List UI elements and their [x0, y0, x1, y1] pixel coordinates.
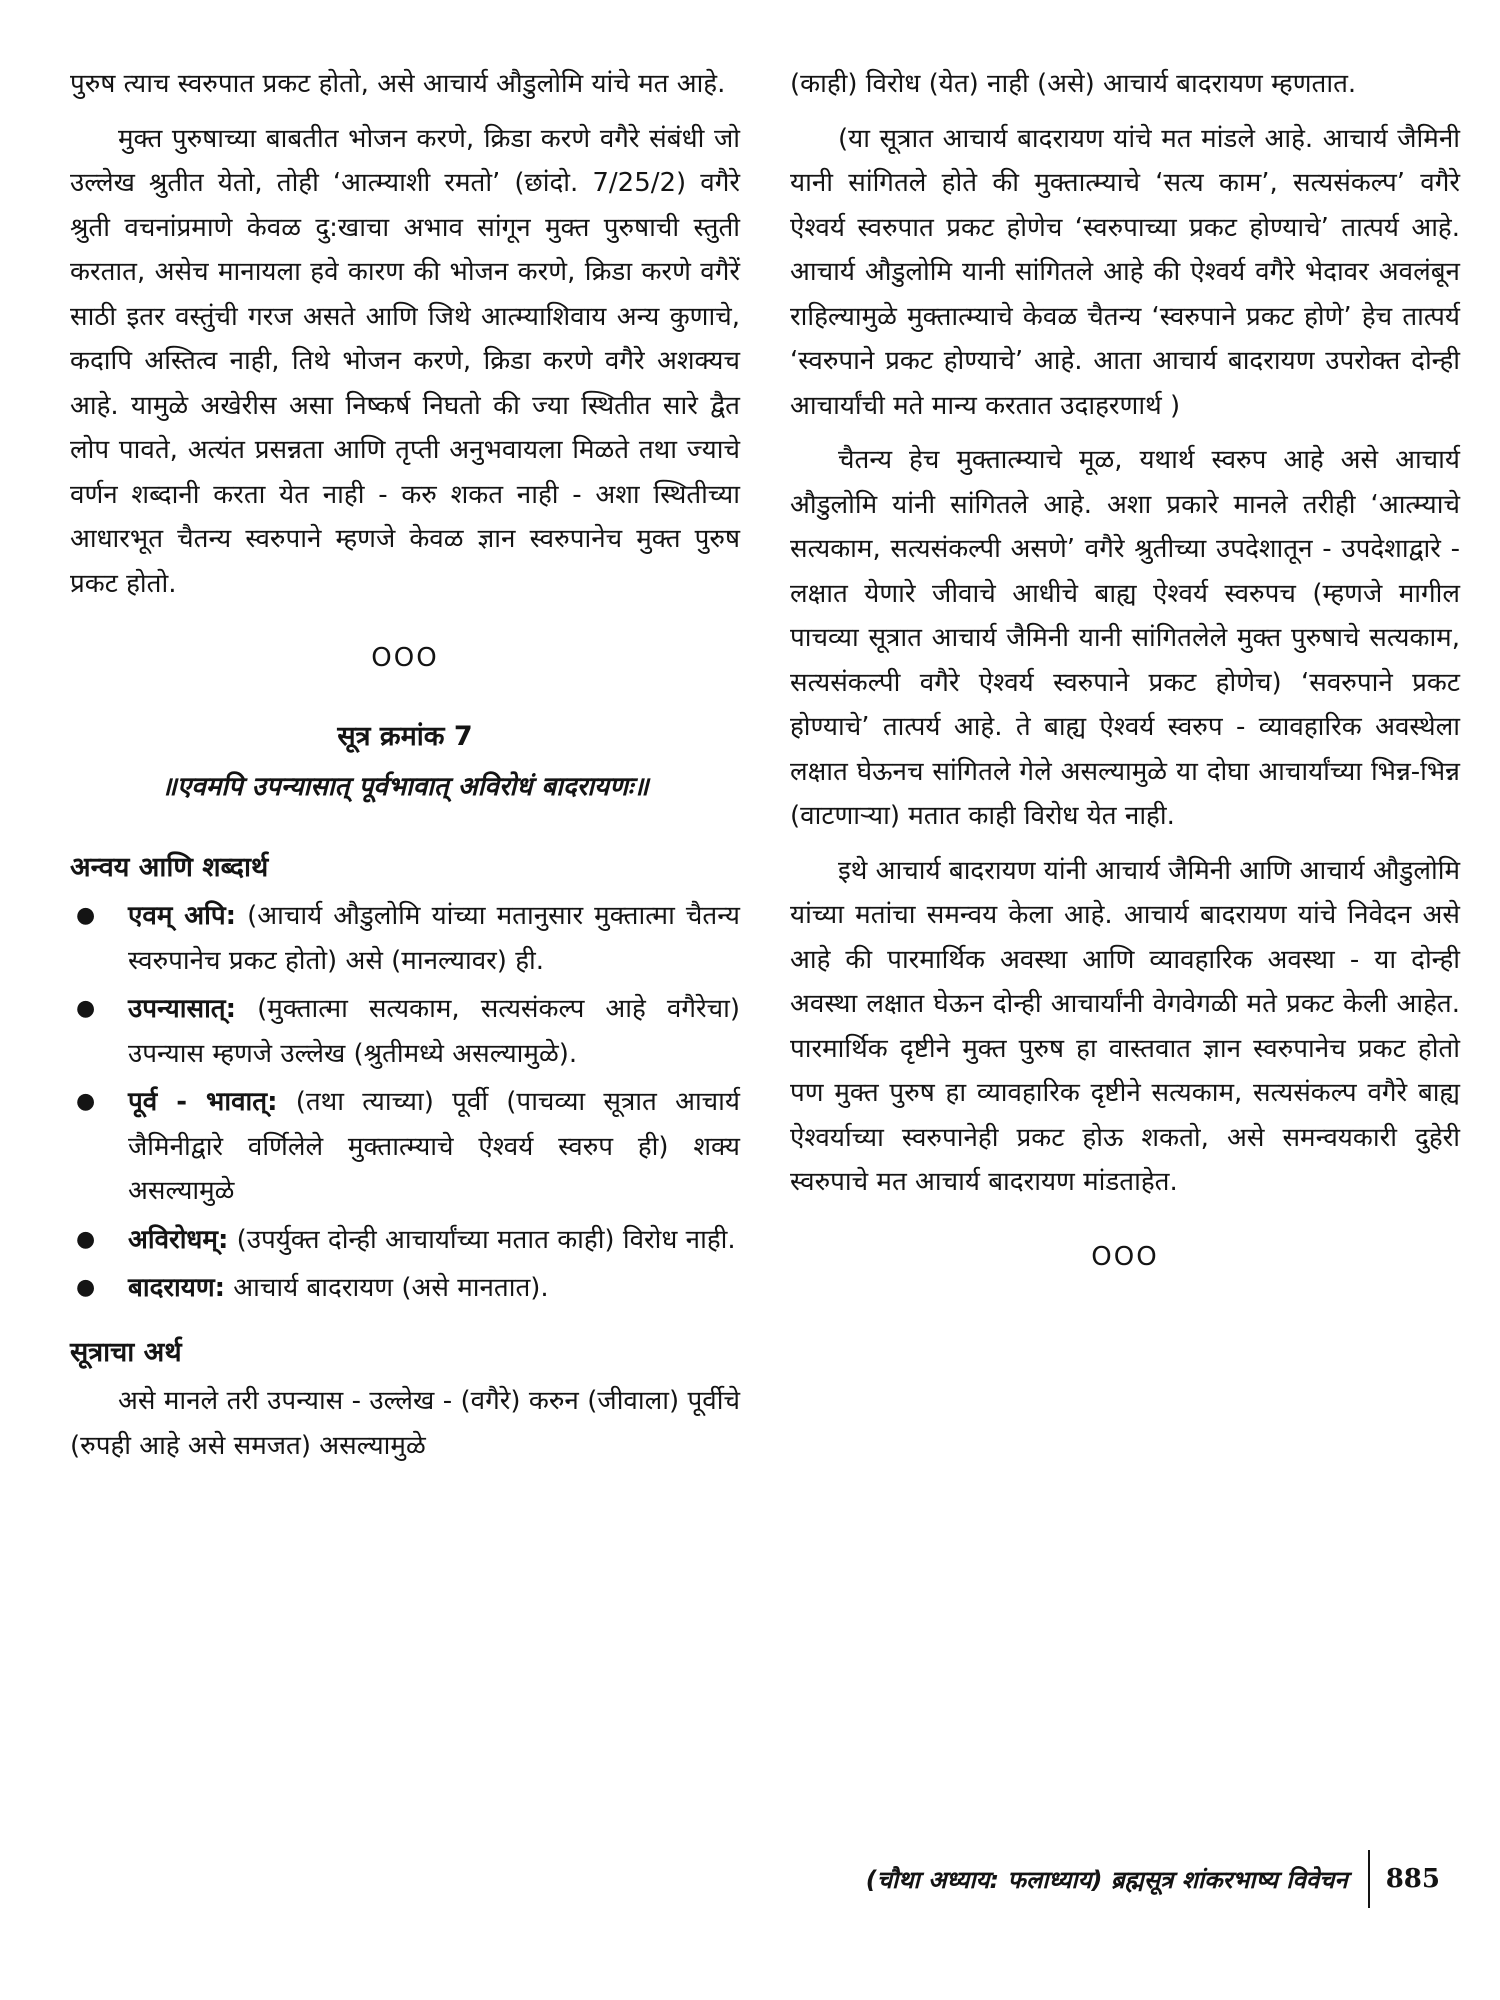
paragraph-meaning: असे मानले तरी उपन्यास - उल्लेख - (वगैरे) करुन (जीवाला) पूर्वीचे (रुपही आहे असे समजत) असल्यामुळे: [70, 1386, 740, 1461]
term-word: अविरोधम्:: [128, 1224, 229, 1255]
paragraph-samanvay: इथे आचार्य बादरायण यांनी आचार्य जैमिनी आणि आचार्य औडुलोमि यांच्या मतांचा समन्वय केला आहे. आचार्य बादरायण यांचे निवेदन असे आहे की पारमार्थिक अवस्था आणि व्यावहारिक अवस्था - या दोन्ही अवस्था लक्षात घेऊन दोन्ही आचार्यांनी वेगवेगळी मते प्रकट केली आहेत. पारमार्थिक दृष्टीने मुक्त पुरुष हा वास्तवात ज्ञान स्वरुपानेच प्रकट होतो पण मुक्त पुरुष हा व्यावहारिक दृष्टीने सत्यकाम, सत्यसंकल्प वगैरे बाह्य ऐश्वर्याच्या स्वरुपानेही प्रकट होऊ शकतो, असे समन्वयकारी दुहेरी स्वरुपाचे मत आचार्य बादरायण मांडताहेत.: [790, 855, 1460, 1197]
paragraph-continuation: (काही) विरोध (येत) नाही (असे) आचार्य बादरायण म्हणतात.: [790, 69, 1357, 99]
list-item: [70, 987, 740, 1076]
list-item: [70, 1266, 740, 1311]
sutra-heading: सूत्र क्रमांक 7: [337, 720, 473, 752]
paragraph-continuation: पुरुष त्याच स्वरुपात प्रकट होतो, असे आचार्य औडुलोमि यांचे मत आहे.: [70, 69, 726, 99]
paragraph-chaitanya: चैतन्य हेच मुक्तात्म्याचे मूळ, यथार्थ स्वरुप आहे असे आचार्य औडुलोमि यांनी सांगितले आहे. अशा प्रकारे मानले तरीही ‘आत्म्याचे सत्यकाम, सत्यसंकल्पी असणे’ वगैरे श्रुतीच्या उपदेशातून - उपदेशाद्वारे - लक्षात येणारे जीवाचे आधीचे बाह्य ऐश्वर्य स्वरुपच (म्हणजे मागील पाचव्या सूत्रात आचार्य जैमिनी यानी सांगितलेले मुक्त पुरुषाचे सत्यकाम, सत्यसंकल्पी वगैरे ऐश्वर्य स्वरुपाने प्रकट होणेच) ‘सवरुपाने प्रकट होण्याचे’ तात्पर्य आहे. ते बाह्य ऐश्वर्य स्वरुप - व्यावहारिक अवस्थेला लक्षात घेऊनच सांगितले गेले असल्यामुळे या दोघा आचार्यांच्या भिन्न-भिन्न (वाटणाऱ्या) मतात काही विरोध येत नाही.: [790, 445, 1460, 831]
meaning-heading: सूत्राचा अर्थ: [70, 1336, 182, 1368]
list-item: [70, 1080, 740, 1214]
term-meaning: (आचार्य औडुलोमि यांच्या मतानुसार मुक्तात्मा चैतन्य स्वरुपानेच प्रकट होतो) असे (मानल्यावर) ही.: [128, 901, 740, 976]
term-meaning: (मुक्तात्मा सत्यकाम, सत्यसंकल्प आहे वगैरेचा) उपन्यास म्हणजे उल्लेख (श्रुतीमध्ये असल्यामुळे).: [128, 994, 740, 1069]
bullet-icon: ●: [76, 1275, 96, 1300]
term-word: बादरायण:: [128, 1273, 226, 1303]
section-ornament: OOO: [1091, 1241, 1159, 1272]
bullet-icon: ●: [76, 1226, 96, 1252]
term-word: एवम् अपि:: [128, 901, 237, 931]
list-item: [70, 894, 740, 983]
page-footer: [866, 1850, 1440, 1908]
anvay-heading: अन्वय आणि शब्दार्थ: [70, 851, 269, 883]
running-title: (चौथा अध्याय: फलाध्याय) ब्रह्मसूत्र शांकरभाष्य विवेचन: [865, 1865, 1348, 1894]
term-word: उपन्यासात्:: [128, 994, 237, 1024]
left-column: [70, 62, 740, 1468]
term-meaning: आचार्य बादरायण (असे मानतात).: [225, 1273, 549, 1303]
page-number: 885: [1385, 1864, 1440, 1894]
paragraph-bhojan: मुक्त पुरुषाच्या बाबतीत भोजन करणे, क्रिडा करणे वगैरे संबंधी जो उल्लेख श्रुतीत येतो, तोही ‘आत्म्याशी रमतो’ (छांदो. 7/25/2) वगैरे श्रुती वचनांप्रमाणे केवळ दु:खाचा अभाव सांगून मुक्त पुरुषाची स्तुती करतात, असेच मानायला हवे कारण की भोजन करणे, क्रिडा करणे वगैरें साठी इतर वस्तुंची गरज असते आणि जिथे आत्म्याशिवाय अन्य कुणाचे, कदापि अस्तित्व नाही, तिथे भोजन करणे, क्रिडा करणे वगैरे अशक्यच आहे. यामुळे अखेरीस असा निष्कर्ष निघतो की ज्या स्थितीत सारे द्वैत लोप पावते, अत्यंत प्रसन्नता आणि तृप्ती अनुभवायला मिळते तथा ज्याचे वर्णन शब्दानी करता येत नाही - करु शकत नाही - अशा स्थितीच्या आधारभूत चैतन्य स्वरुपाने म्हणजे केवळ ज्ञान स्वरुपानेच मुक्त पुरुष प्रकट होतो.: [70, 123, 740, 599]
term-meaning: (तथा त्याच्या) पूर्वी (पाचव्या सूत्रात आचार्य जैमिनीद्वारे वर्णिलेले मुक्तात्म्याचे ऐश्वर्य स्वरुप ही) शक्य असल्यामुळे: [128, 1087, 740, 1206]
term-meaning: (उपर्युक्त दोन्ही आचार्यांच्या मतात काही) विरोध नाही.: [228, 1224, 736, 1255]
paragraph-commentary: (या सूत्रात आचार्य बादरायण यांचे मत मांडले आहे. आचार्य जैमिनी यानी सांगितले होते की मुक्तात्म्याचे ‘सत्य काम’, सत्यसंकल्प’ वगैरे ऐश्वर्य स्वरुपात प्रकट होणेच ‘स्वरुपाच्या प्रकट होण्याचे’ तात्पर्य आहे. आचार्य औडुलोमि यानी सांगितले आहे की ऐश्वर्य वगैरे भेदावर अवलंबून राहिल्यामुळे मुक्तात्म्याचे केवळ चैतन्य ‘स्वरुपाने प्रकट होणे’ हेच तात्पर्य ‘स्वरुपाने प्रकट होण्याचे’ आहे. आता आचार्य बादरायण उपरोक्त दोन्ही आचार्यांची मते मान्य करतात उदाहरणार्थ ): [790, 123, 1460, 421]
bullet-icon: ●: [76, 1089, 96, 1114]
section-ornament: OOO: [371, 643, 439, 673]
term-word: पूर्व - भावात्:: [128, 1087, 278, 1117]
list-item: [70, 1218, 740, 1263]
sutra-text: ॥एवमपि उपन्यासात् पूर्वभावात् अविरोधं बादरायणः॥: [161, 772, 649, 802]
bullet-icon: ●: [76, 903, 96, 928]
right-column: [790, 62, 1460, 1313]
bullet-icon: ●: [76, 996, 96, 1021]
term-list: [70, 894, 740, 1311]
